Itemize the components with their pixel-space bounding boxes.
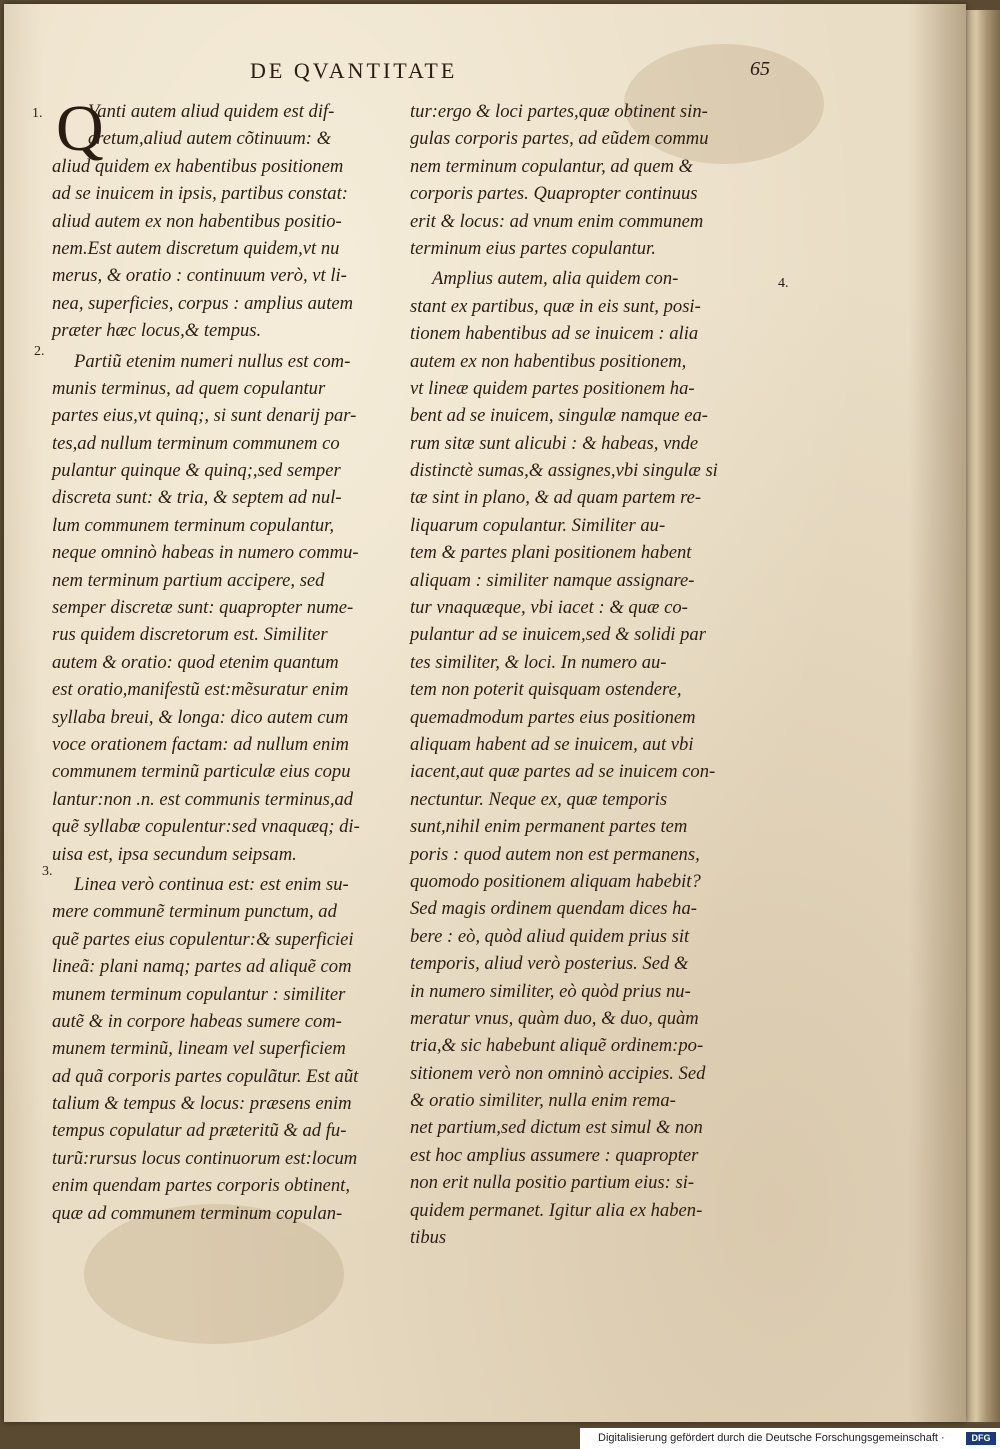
text-line: merus, & oratio : continuum verò, vt li- (52, 265, 347, 287)
text-line: sitionem verò non omninò accipies. Sed (410, 1062, 706, 1084)
left-column (52, 92, 398, 1227)
text-line: bere : eò, quòd aliud quidem prius sit (410, 925, 690, 947)
text-line: sunt,nihil enim permanent partes tem (410, 816, 688, 838)
text-line: turũ:rursus locus continuorum est:locum (52, 1147, 358, 1169)
text-line: quemadmodum partes eius positionem (410, 706, 696, 728)
header-title: DE QVANTITATE (250, 58, 458, 83)
page-edge (966, 10, 1000, 1422)
text-line: tes similiter, & loci. In numero au- (410, 651, 667, 673)
paragraph (52, 348, 398, 868)
footer-credit: Digitalisierung gefördert durch die Deutsche Forschungsgemeinschaft · (598, 1432, 945, 1444)
drop-cap: Q (56, 92, 104, 165)
running-header (250, 58, 770, 88)
text-line: poris : quod autem non est permanens, (410, 843, 700, 865)
text-line: non erit nulla positio partium eius: si- (410, 1172, 695, 1194)
digitization-footer (580, 1428, 1000, 1449)
marginal-number: 2. (34, 344, 45, 359)
text-line: præter hæc locus,& tempus. (52, 320, 262, 342)
text-line: cretum,aliud autem cõtinuum: & (88, 128, 332, 150)
paragraph (410, 98, 790, 262)
text-line: ad quã corporis partes copulãtur. Est aũt (52, 1065, 359, 1087)
text-line: quæ ad communem terminum copulan- (52, 1202, 343, 1224)
text-line: pulantur quinque & quinq;,sed semper (52, 460, 341, 482)
text-line: enim quendam partes corporis obtinent, (52, 1175, 350, 1197)
text-line: pulantur ad se inuicem,sed & solidi par (410, 624, 706, 646)
text-line: discreta sunt: & tria, & septem ad nul- (52, 487, 342, 509)
text-line: lineã: plani namq; partes ad aliquẽ com (52, 956, 352, 978)
text-line: tionem habentibus ad se inuicem : alia (410, 323, 699, 345)
text-line: munem terminum copulantur : similiter (52, 983, 346, 1005)
text-line: nem terminum copulantur, ad quem & (410, 155, 694, 177)
text-line: munis terminus, ad quem copulantur (52, 377, 326, 399)
text-line: autem ex non habentibus positionem, (410, 350, 687, 372)
text-line: & oratio similiter, nulla enim rema- (410, 1090, 676, 1112)
text-line: ad se inuicem in ipsis, partibus constat: (52, 183, 348, 205)
text-line: aliquam habent ad se inuicem, aut vbi (410, 733, 694, 755)
text-line: Linea verò continua est: est enim su- (74, 873, 349, 895)
text-line: autẽ & in corpore habeas sumere com- (52, 1010, 342, 1032)
text-line: neque omninò habeas in numero commu- (52, 542, 359, 564)
text-line: nem.Est autem discretum quidem,vt nu (52, 237, 340, 259)
right-column (410, 98, 790, 1251)
text-line: tibus (410, 1227, 447, 1249)
text-line: liquarum copulantur. Similiter au- (410, 514, 666, 536)
text-line: tem non poterit quisquam ostendere, (410, 679, 682, 701)
text-line: rus quidem discretorum est. Similiter (52, 624, 328, 646)
text-line: talium & tempus & locus: præsens enim (52, 1093, 352, 1115)
text-line: in numero similiter, eò quòd prius nu- (410, 980, 691, 1002)
text-line: nectuntur. Neque ex, quæ temporis (410, 788, 668, 810)
text-line: gulas corporis partes, ad eũdem commu (410, 128, 709, 150)
text-line: uisa est, ipsa secundum seipsam. (52, 843, 297, 865)
text-line: autem & oratio: quod etenim quantum (52, 651, 339, 673)
text-line: tes,ad nullum terminum communem co (52, 432, 340, 454)
text-line: lantur:non .n. est communis terminus,ad (52, 788, 354, 810)
text-line: aliud autem ex non habentibus positio- (52, 210, 342, 232)
page-number: 65 (750, 58, 770, 80)
text-line: semper discretæ sunt: quapropter nume- (52, 597, 354, 619)
text-line: aliud quidem ex habentibus positionem (52, 155, 344, 177)
marginal-number: 4. (778, 276, 789, 291)
text-line: nea, superficies, corpus : amplius autem (52, 292, 354, 314)
text-line: syllaba breui, & longa: dico autem cum (52, 706, 349, 728)
text-line: aliquam : similiter namque assignare- (410, 569, 695, 591)
text-line: lum communem terminum copulantur, (52, 514, 334, 536)
text-line: voce orationem factam: ad nullum enim (52, 733, 349, 755)
text-line: quomodo positionem aliquam habebit? (410, 870, 701, 892)
text-line: communem terminũ particulæ eius copu (52, 761, 351, 783)
text-line: vt lineæ quidem partes positionem ha- (410, 377, 695, 399)
text-line: Sed magis ordinem quendam dices ha- (410, 898, 697, 920)
marginal-number: 3. (42, 864, 53, 879)
text-line: Vanti autem aliud quidem est dif- (88, 101, 335, 122)
text-line: tem & partes plani positionem habent (410, 542, 692, 564)
marginal-number: 1. (32, 106, 43, 121)
text-line: tæ sint in plano, & ad quam partem re- (410, 487, 702, 509)
text-line: partes eius,vt quinq;, si sunt denarij par- (52, 405, 357, 427)
text-line: distinctè sumas,& assignes,vbi singulæ si (410, 460, 718, 482)
text-line: tur:ergo & loci partes,quæ obtinent sin- (410, 101, 708, 122)
text-line: est hoc amplius assumere : quapropter (410, 1144, 699, 1166)
text-line: tempus copulatur ad præteritũ & ad fu- (52, 1120, 347, 1142)
text-line: tur vnaquæque, vbi iacet : & quæ co- (410, 597, 688, 619)
text-line: stant ex partibus, quæ in eis sunt, posi- (410, 295, 701, 317)
text-line: munem terminũ, lineam vel superficiem (52, 1038, 346, 1060)
paragraph (410, 265, 790, 1251)
text-line: corporis partes. Quapropter continuus (410, 183, 698, 205)
text-line: temporis, aliud verò posterius. Sed & (410, 953, 689, 975)
text-line: rum sitæ sunt alicubi : & habeas, vnde (410, 432, 699, 454)
text-line: net partium,sed dictum est simul & non (410, 1117, 703, 1139)
text-line: iacent,aut quæ partes ad se inuicem con- (410, 761, 716, 783)
text-line: quẽ syllabæ copulentur:sed vnaquæq; di- (52, 816, 360, 838)
text-line: erit & locus: ad vnum enim communem (410, 210, 704, 232)
text-line: terminum eius partes copulantur. (410, 237, 656, 259)
text-line: Partiũ etenim numeri nullus est com- (74, 350, 351, 372)
text-line: quẽ partes eius copulentur:& superficiei (52, 928, 354, 950)
text-line: tria,& sic habebunt aliquẽ ordinem:po- (410, 1035, 704, 1057)
paragraph (52, 92, 398, 345)
dfg-logo: DFG (966, 1432, 996, 1445)
text-line: nem terminum partium accipere, sed (52, 569, 325, 591)
text-line: quidem permanet. Igitur alia ex haben- (410, 1199, 703, 1221)
text-line: meratur vnus, quàm duo, & duo, quàm (410, 1007, 699, 1029)
paragraph (52, 871, 398, 1227)
text-line: est oratio,manifestũ est:mẽsuratur enim (52, 679, 349, 701)
text-line: Amplius autem, alia quidem con- (432, 268, 679, 290)
text-line: bent ad se inuicem, singulæ namque ea- (410, 405, 708, 427)
text-line: mere communẽ terminum punctum, ad (52, 901, 337, 923)
